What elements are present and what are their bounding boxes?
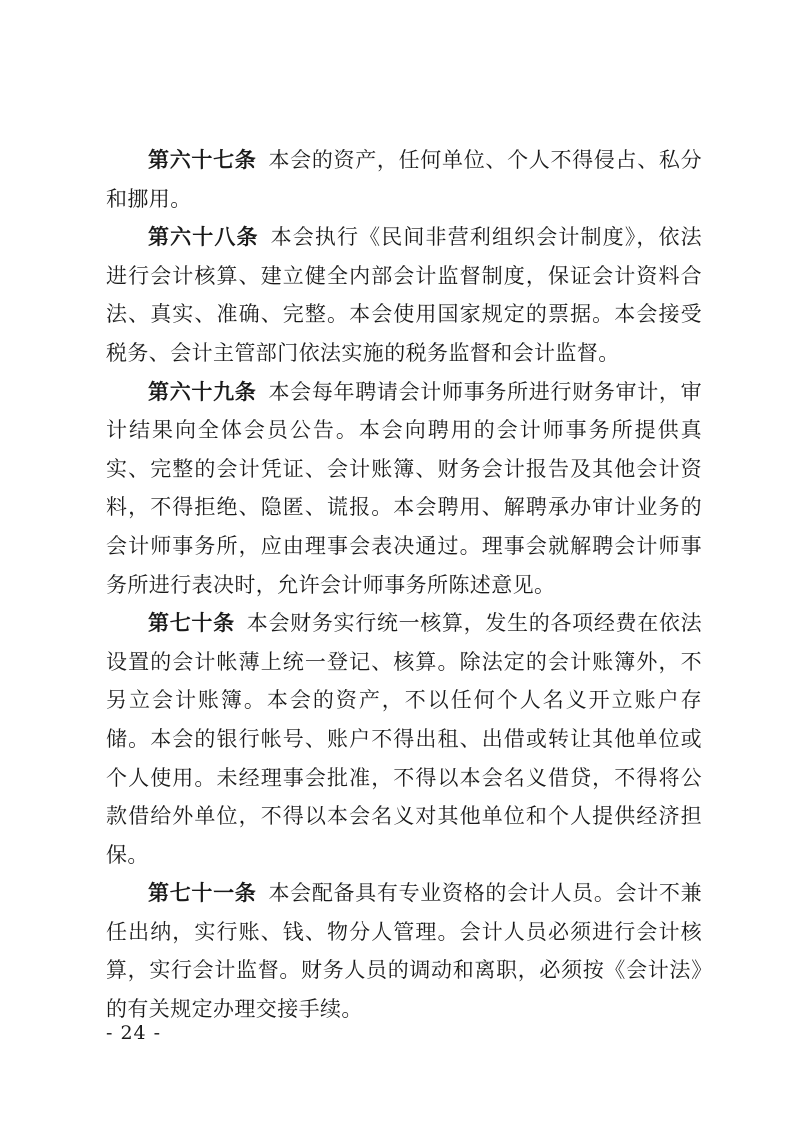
article-70	[106, 604, 702, 874]
page-number: - 24 -	[106, 1022, 162, 1044]
article-text: 本会执行《民间非营利组织会计制度》，依法进行会计核算、建立健全内部会计监督制度，保证会计资料合法、真实、准确、完整。本会使用国家规定的票据。本会接受税务、会计主管部门依法实施的税务监督和会计监督。	[106, 225, 703, 365]
article-69	[106, 373, 702, 605]
article-title: 第七十一条	[148, 881, 257, 906]
article-67	[106, 141, 702, 218]
article-title: 第七十条	[148, 611, 235, 636]
article-title: 第六十七条	[148, 148, 257, 172]
article-text: 本会财务实行统一核算，发生的各项经费在依法设置的会计帐薄上统一登记、核算。除法定的会计账簿外，不另立会计账簿。本会的资产，不以任何个人名义开立账户存储。本会的银行帐号、账户不得出租、出借或转让其他单位或个人使用。未经理事会批准，不得以本会名义借贷，不得将公款借给外单位，不得以本会名义对其他单位和个人提供经济担保。	[106, 611, 702, 867]
article-text: 本会配备具有专业资格的会计人员。会计不兼任出纳，实行账、钱、物分人管理。会计人员必须进行会计核算，实行会计监督。财务人员的调动和离职，必须按《会计法》的有关规定办理交接手续。	[106, 881, 703, 1022]
article-68	[106, 218, 702, 372]
article-title: 第六十九条	[148, 379, 257, 404]
article-text: 本会的资产，任何单位、个人不得侵占、私分和挪用。	[106, 148, 703, 211]
document-body	[106, 141, 702, 1029]
article-71	[106, 874, 702, 1028]
article-text: 本会每年聘请会计师事务所进行财务审计，审计结果向全体会员公告。本会向聘用的会计师事务所提供真实、完整的会计凭证、会计账簿、财务会计报告及其他会计资料，不得拒绝、隐匿、谎报。本会聘用、解聘承办审计业务的会计师事务所，应由理事会表决通过。理事会就解聘会计师事务所进行表决时，允许会计师事务所陈述意见。	[106, 379, 703, 597]
article-title: 第六十八条	[148, 225, 259, 250]
